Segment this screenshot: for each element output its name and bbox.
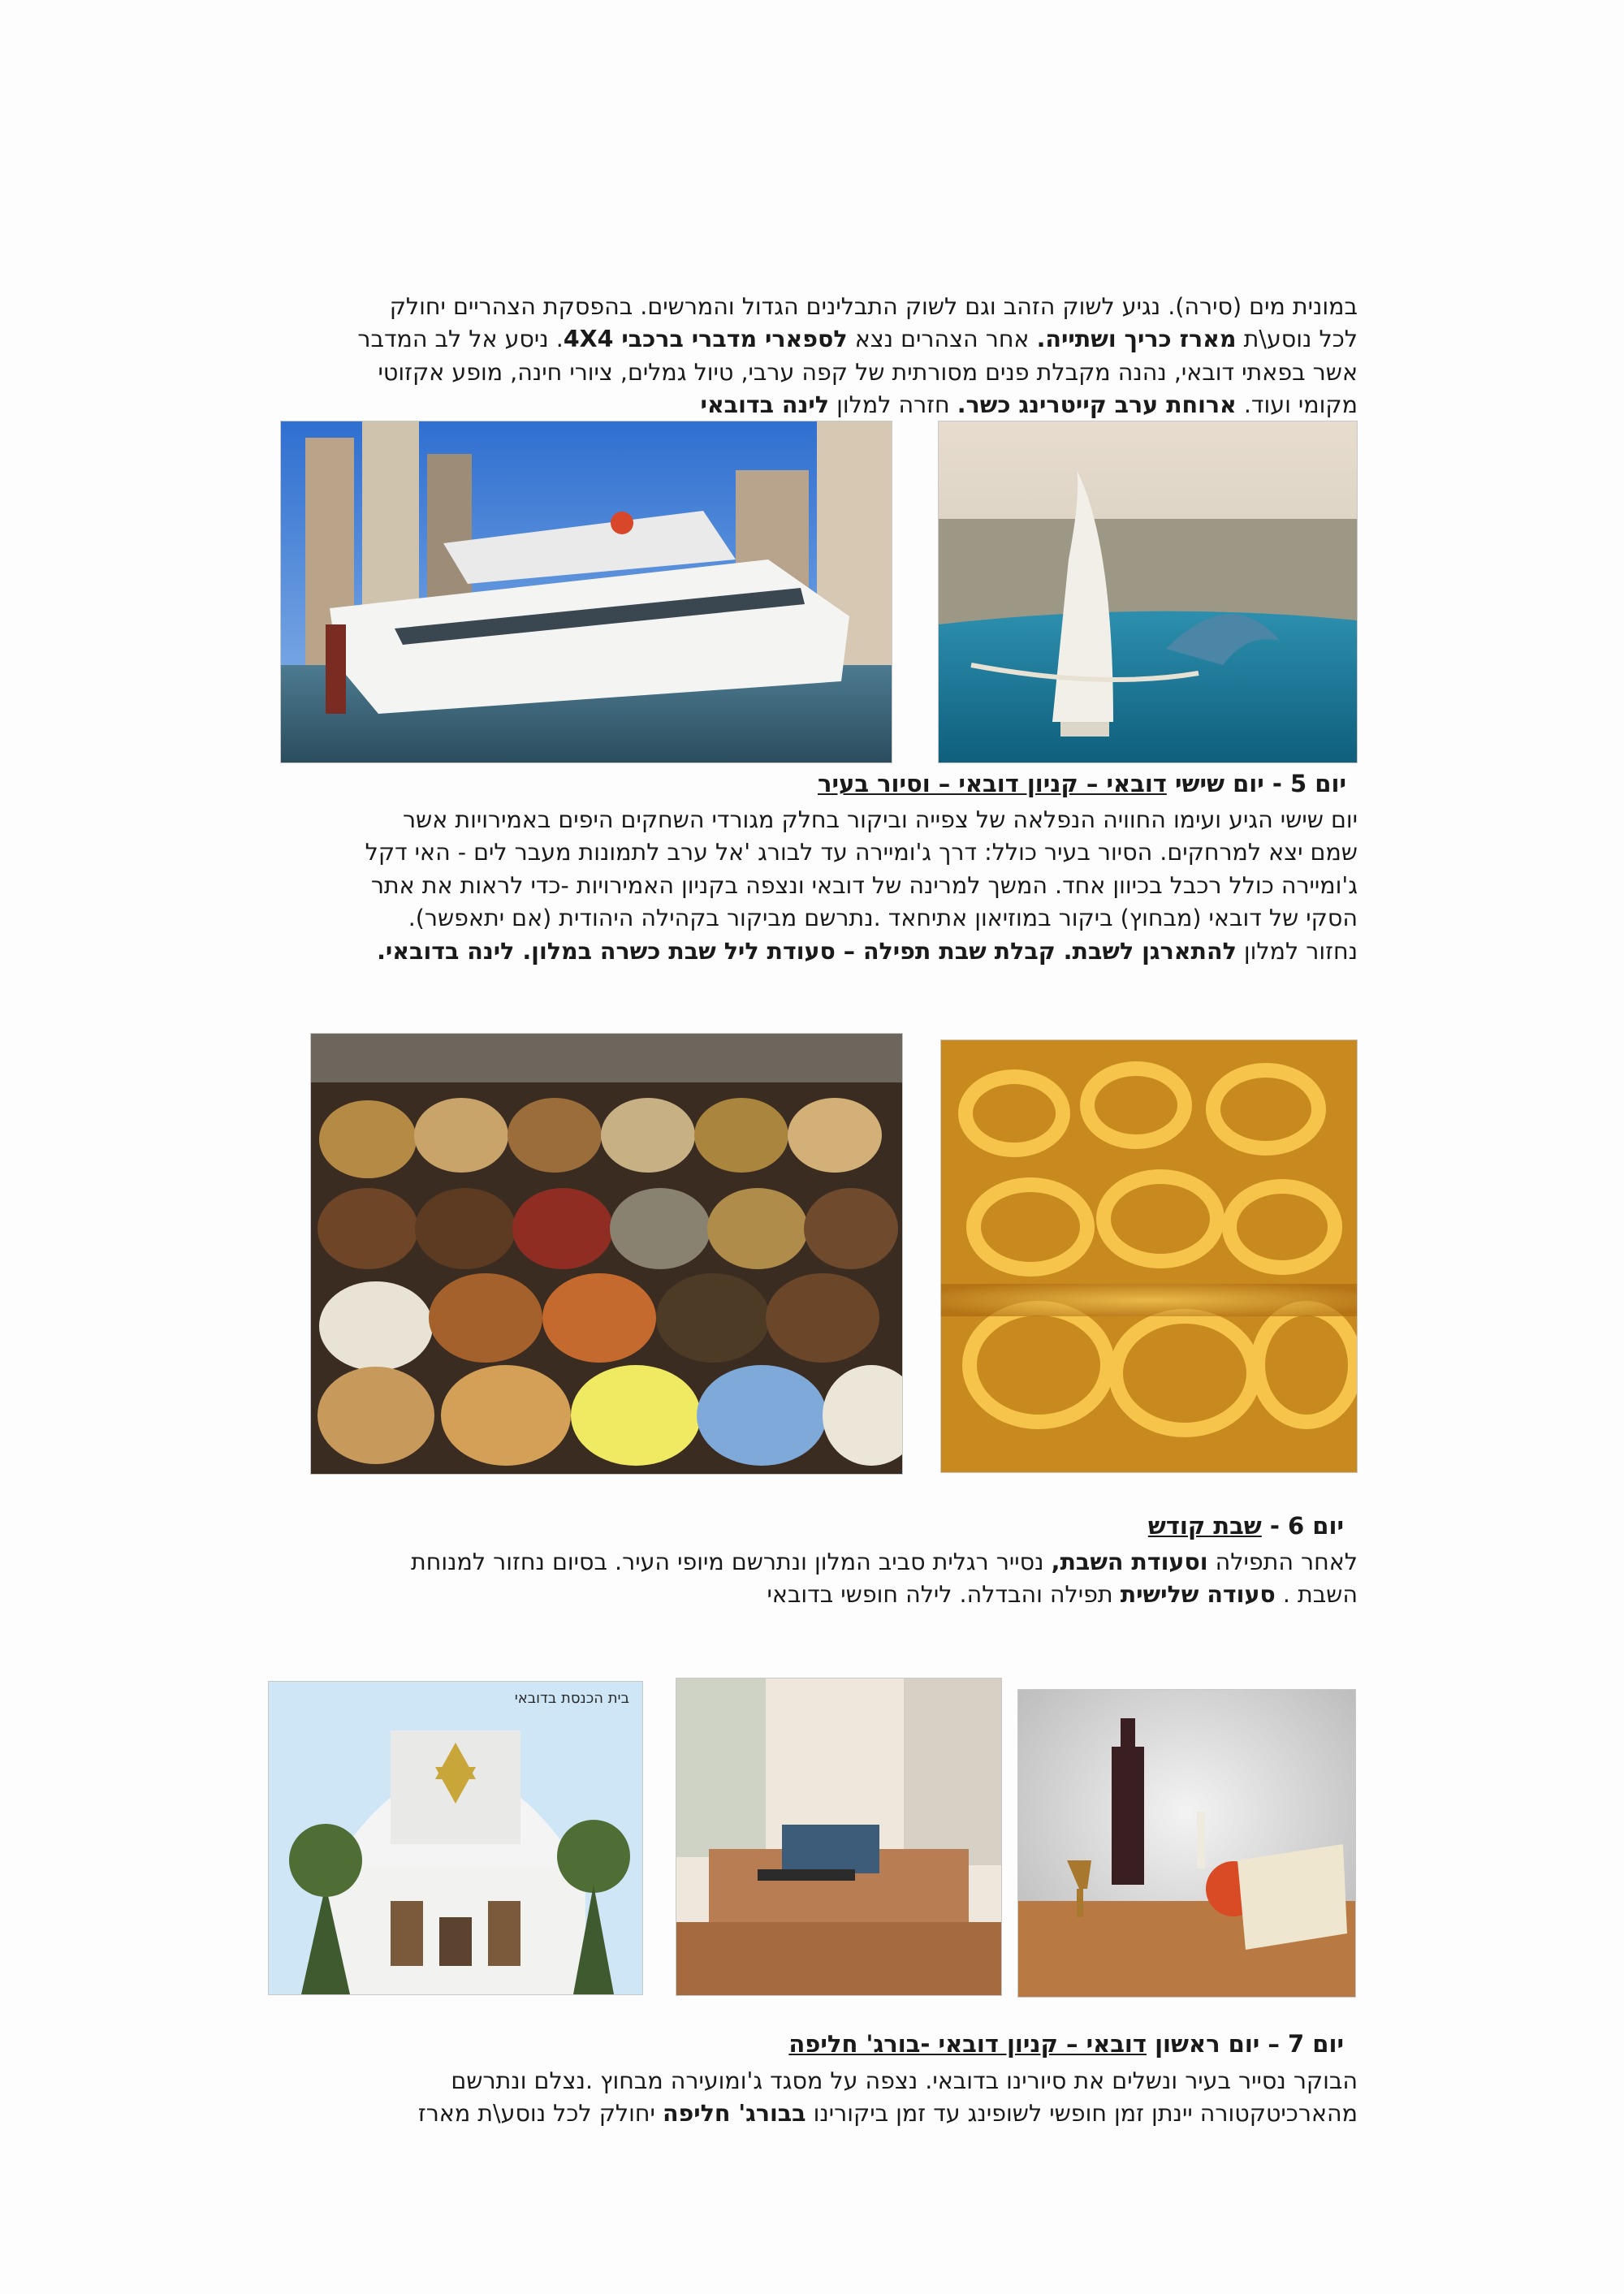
day7-paragraph — [266, 2065, 1358, 2131]
burj-al-arab-photo — [938, 421, 1358, 763]
yacht-marina-photo — [280, 421, 892, 763]
day6-line-2: השבת . סעודה שלישית תפילה והבדלה. לילה חופשי בדובאי — [767, 1581, 1358, 1609]
day5-line-5: נחזור למלון להתארגן לשבת. קבלת שבת תפילה – סעודת ליל שבת כשרה במלון. לינה בדובאי. — [377, 937, 1358, 965]
gold-souk-photo — [940, 1039, 1358, 1473]
day4-line-2: לכל נוסע\ת מארז כריך ושתייה. אחר הצהרים נצא לספארי מדברי ברכבי 4X4. ניסע אל לב המדבר — [357, 326, 1358, 353]
dubai-synagogue-photo — [268, 1681, 643, 1995]
day6-line-1: לאחר התפילה וסעודת השבת, נסייר רגלית סביב המלון ונתרשם מיופי העיר. בסיום נחזור למנוחת — [411, 1549, 1358, 1575]
day4-line-4: מקומי ועוד. ארוחת ערב קייטרינג כשר. חזרה למלון לינה בדובאי — [700, 391, 1358, 419]
day6-paragraph — [278, 1546, 1358, 1612]
day4-paragraph — [278, 291, 1358, 422]
day5-heading: יום 5 - יום שישי דובאי – קניון דובאי – וסיור בעיר — [818, 770, 1346, 797]
synagogue-interior-photo — [676, 1678, 1002, 1996]
day4-line-3: אשר בפאתי דובאי, נהנה מקבלת פנים מסורתית של קפה ערבי, טיול גמלים, ציורי חינה, מופע אקזוטי — [378, 358, 1358, 386]
day5-paragraph — [268, 804, 1358, 968]
day4-line-1: במונית מים (סירה). נגיע לשוק הזהב וגם לשוק התבלינים הגדול והמרשים. בהפסקת הצהריים יחולק — [389, 293, 1358, 320]
day7-line-1: הבוקר נסייר בעיר ונשלים את סיורינו בדובאי. נצפה על מסגד ג'ומועירה מבחוץ .נצלם ונתרשם — [451, 2067, 1358, 2094]
day7-line-2: מהארכיטקטורה יינתן זמן חופשי לשופינג עד זמן ביקורינו בבורג' חליפה יחולק לכל נוסע\ת מארז — [417, 2100, 1358, 2128]
spice-market-photo — [310, 1033, 903, 1475]
shabbat-table-photo — [1017, 1689, 1356, 1998]
day5-line-4: הסקי של דובאי (מבחוץ) ביקור במוזיאון אתיחאד .נתרשם מביקור בקהילה היהודית (אם יתאפשר). — [408, 905, 1358, 932]
synagogue-caption: בית הכנסת בדובאי — [514, 1690, 629, 1707]
day5-line-1: יום שישי הגיע ועימו החוויה הנפלאה של צפייה וביקור בחלק מגורדי השחקים היפים באמירויות אשר — [402, 806, 1358, 833]
day5-line-3: ג'ומיירה כולל רכבל בכיוון אחד. המשך למרינה של דובאי ונצפה בקניון האמירויות -כדי לראות את אתר — [370, 871, 1358, 899]
day5-line-2: שמם יצא למרחקים. הסיור בעיר כולל: דרך ג'ומיירה עד לבורג 'אל ערב לתמונות מעבר לים - האי דקל — [365, 839, 1358, 866]
day6-heading: יום 6 - שבת קודש — [1147, 1512, 1344, 1540]
day7-heading: יום 7 – יום ראשון דובאי – קניון דובאי -בורג' חליפה — [788, 2030, 1344, 2058]
